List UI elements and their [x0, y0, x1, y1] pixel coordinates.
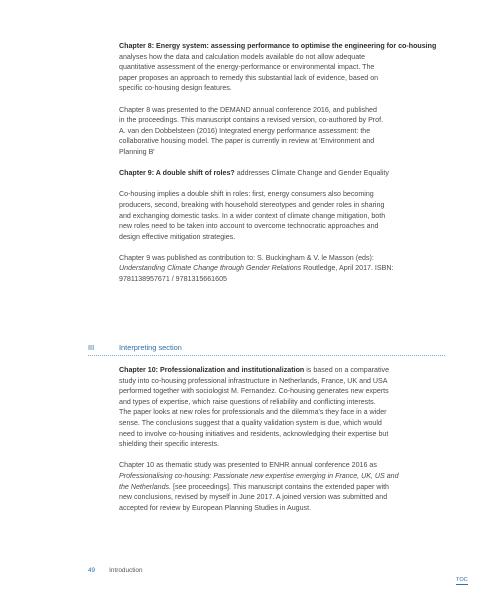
ch8-publication: Chapter 8 was presented to the DEMAND annual conference 2016, and published in the proceedings. This manuscript contains a revised version, co-authored by Prof. A. van den Dobbelsteen (2016) Integrated energy performance assessment: the collaborative housing model. The paper is currently in review at 'Environment and Planning B' — [119, 105, 384, 156]
body-text-top — [119, 41, 445, 285]
section-title: Interpreting section — [119, 343, 182, 352]
ch9-summary: Co-housing implies a double shift in roles: first, energy consumers also becoming producers, second, breaking with household stereotypes and gender roles in sharing and exchanging domestic tasks. In a wider context of climate change mitigation, both new roles need to be taken into account to overcome technocratic approaches and design effective mitigation strategies. — [119, 190, 386, 241]
body-text-bottom — [119, 365, 445, 513]
ch10-summary: Chapter 10: Professionalization and institutionalization is based on a comparative study into co-housing professional infrastructure in Netherlands, France, UK and USA performed together with sociologist M. Fernandez. Co-housing generates new experts and types of expertise, which raise questions of reliability and conflicting interests. The paper looks at new roles for professionals and the dilemma's they face in a wider sense. The conclusions suggest that a quality validation system is due, which would need to involve co-housing initiatives and residents, acknowledging their expertise but shielding their specific interests. — [119, 366, 390, 449]
ch9-title: Chapter 9: A double shift of roles? — [119, 169, 235, 178]
ch9-heading: Chapter 9: A double shift of roles? addresses Climate Change and Gender Equality — [119, 169, 389, 178]
toc-link[interactable]: TOC — [456, 577, 468, 583]
footer-label: Introduction — [109, 567, 143, 574]
ch10-title: Chapter 10: Professionalization and institutionalization — [119, 366, 305, 374]
ch10-publication: Chapter 10 as thematic study was presented to ENHR annual conference 2016 as Professionalising co-housing: Passionate new expertise emerging in France, UK, US and the Netherlands. [see proceedings]. This manuscript contains the extended paper with new conclusions, revised by myself in June 2017. A joined version was submitted and accepted for review by European Planning Studies in August. — [119, 461, 399, 512]
ch9-publication: Chapter 9 was published as contribution to: S. Buckingham & V. le Masson (eds): Understanding Climate Change through Gender Relations Routledge, April 2017. ISBN: 9781138957671 / 9781315661605 — [119, 253, 394, 284]
section-number: III — [88, 343, 95, 352]
ch8-summary: Chapter 8: Energy system: assessing performance to optimise the engineering for co-housing analyses how the data and calculation models available do not allow adequate quantitative assessment of the energy-performance or environmental impact. The paper proposes an approach to remedy this substantial lack of evidence, based on specific co-housing design features. — [119, 42, 437, 93]
page-number: 49 — [88, 567, 96, 574]
page-footer — [88, 567, 143, 574]
section-header — [88, 343, 445, 356]
ch8-title: Chapter 8: Energy system: assessing performance to optimise the engineering for co-housing — [119, 42, 437, 50]
